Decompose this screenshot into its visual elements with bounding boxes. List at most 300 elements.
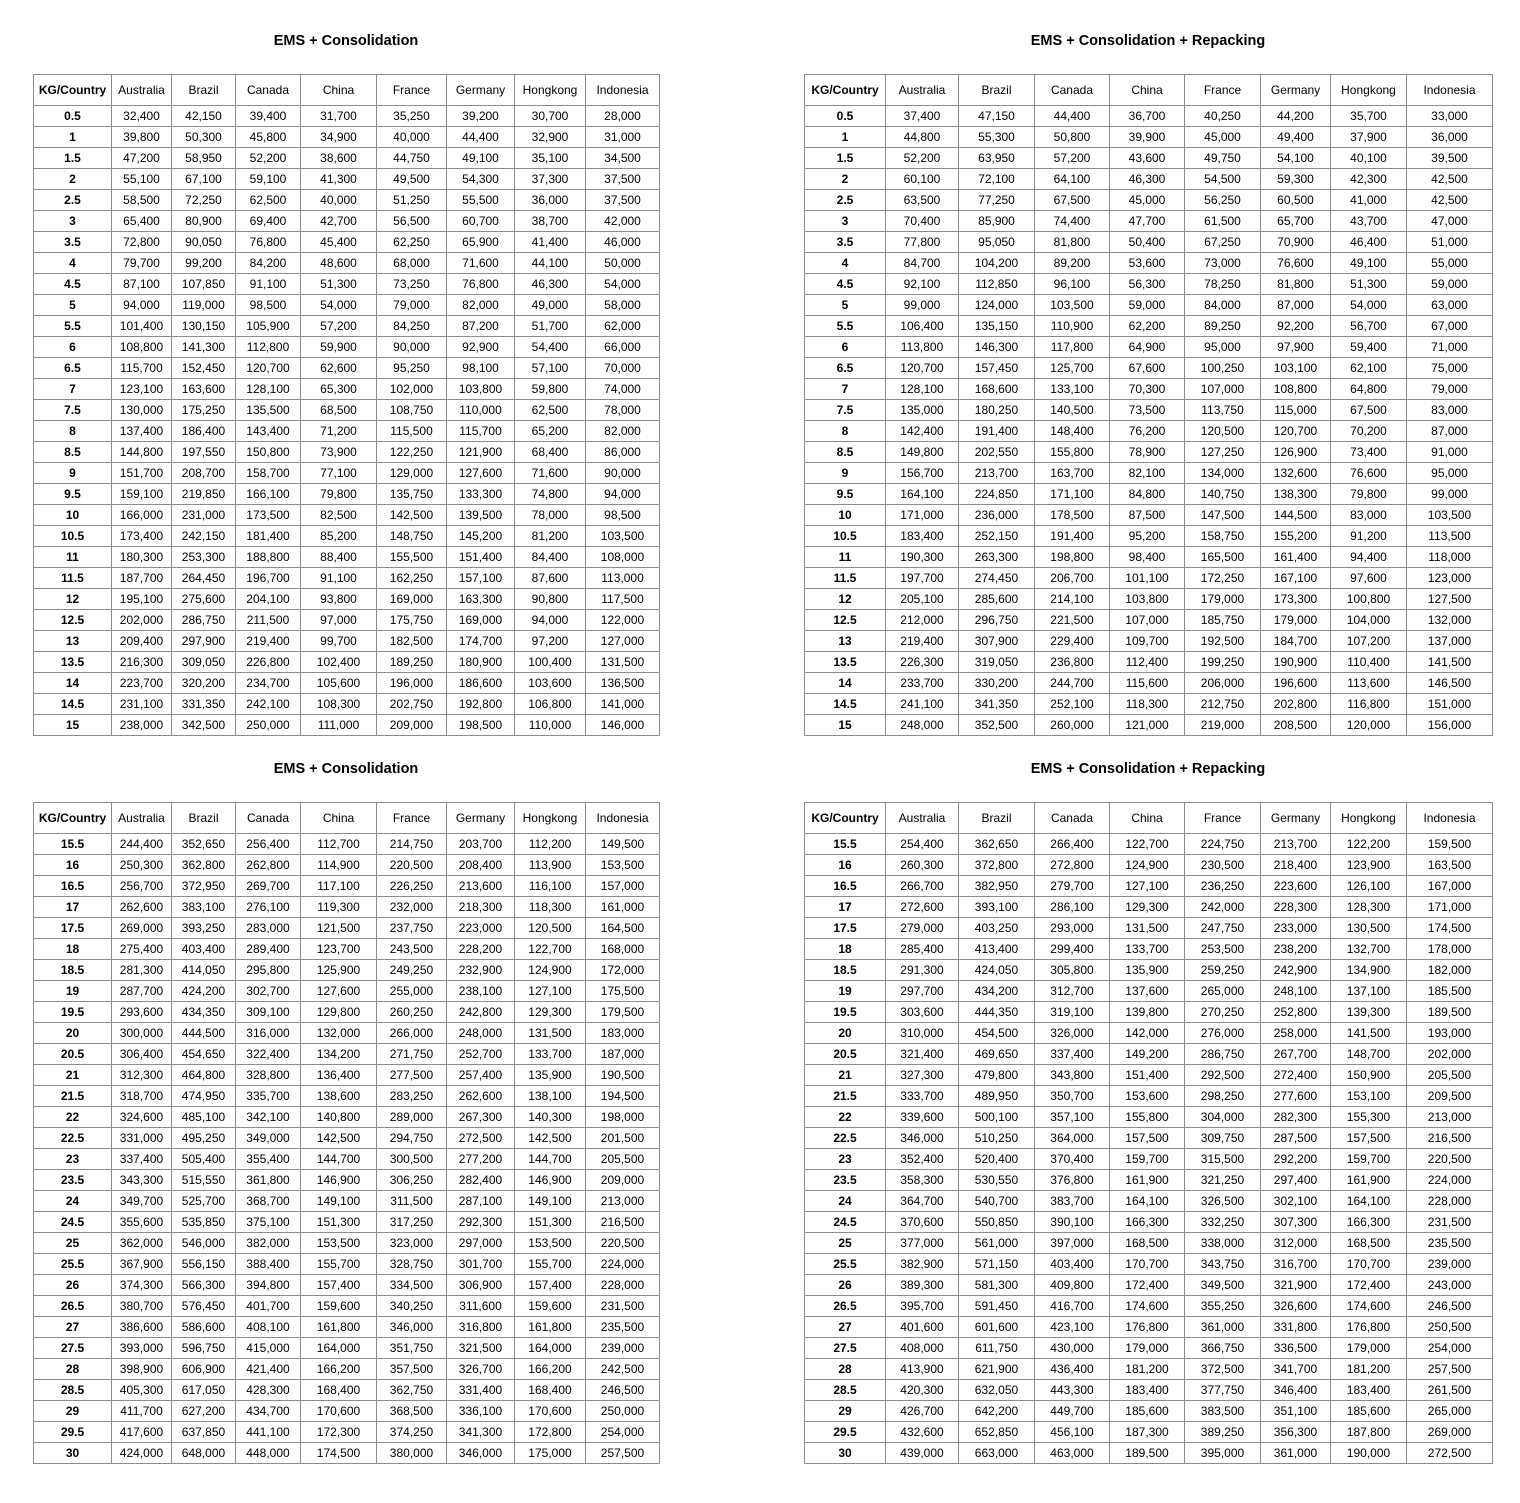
rate-cell: 198,500: [447, 715, 515, 736]
rate-cell: 165,500: [1185, 547, 1261, 568]
rate-cell: 269,000: [112, 918, 172, 939]
rate-cell: 98,100: [447, 358, 515, 379]
rate-cell: 271,750: [377, 1044, 447, 1065]
rate-cell: 175,000: [515, 1443, 586, 1464]
rate-cell: 167,100: [1261, 568, 1331, 589]
rate-cell: 248,000: [886, 715, 959, 736]
rate-cell: 242,150: [172, 526, 236, 547]
rate-cell: 40,000: [377, 127, 447, 148]
weight-cell: 21.5: [34, 1086, 112, 1107]
rate-cell: 168,400: [515, 1380, 586, 1401]
table-row: [805, 169, 1493, 190]
table-row: [34, 505, 660, 526]
rate-cell: 444,350: [959, 1002, 1035, 1023]
rate-cell: 444,500: [172, 1023, 236, 1044]
rate-cell: 540,700: [959, 1191, 1035, 1212]
rate-cell: 190,000: [1331, 1443, 1407, 1464]
weight-cell: 13.5: [34, 652, 112, 673]
weight-cell: 17: [805, 897, 886, 918]
rate-cell: 44,100: [515, 253, 586, 274]
rate-cell: 190,500: [586, 1065, 660, 1086]
rate-cell: 223,000: [447, 918, 515, 939]
rate-cell: 652,850: [959, 1422, 1035, 1443]
rate-cell: 393,100: [959, 897, 1035, 918]
rate-cell: 319,050: [959, 652, 1035, 673]
rate-cell: 63,500: [886, 190, 959, 211]
weight-cell: 21: [805, 1065, 886, 1086]
weight-cell: 10: [34, 505, 112, 526]
rate-cell: 161,400: [1261, 547, 1331, 568]
rate-cell: 159,600: [301, 1296, 377, 1317]
rate-cell: 275,400: [112, 939, 172, 960]
rate-cell: 77,100: [301, 463, 377, 484]
column-header-brazil: Brazil: [172, 803, 236, 834]
table-row: [805, 1380, 1493, 1401]
rate-cell: 282,300: [1261, 1107, 1331, 1128]
rate-cell: 85,900: [959, 211, 1035, 232]
rate-cell: 37,900: [1331, 127, 1407, 148]
rate-cell: 113,750: [1185, 400, 1261, 421]
rate-cell: 137,000: [1407, 631, 1493, 652]
table-row: [805, 316, 1493, 337]
rate-cell: 162,250: [377, 568, 447, 589]
rate-cell: 72,100: [959, 169, 1035, 190]
rate-cell: 101,400: [112, 316, 172, 337]
weight-cell: 27: [805, 1317, 886, 1338]
rate-cell: 219,000: [1185, 715, 1261, 736]
rate-cell: 249,250: [377, 960, 447, 981]
rate-cell: 47,200: [112, 148, 172, 169]
rate-cell: 64,900: [1110, 337, 1185, 358]
rate-cell: 107,850: [172, 274, 236, 295]
rate-cell: 343,800: [1035, 1065, 1110, 1086]
rate-cell: 62,250: [377, 232, 447, 253]
weight-cell: 26: [805, 1275, 886, 1296]
rate-cell: 202,000: [1407, 1044, 1493, 1065]
rate-cell: 168,600: [959, 379, 1035, 400]
rate-cell: 128,300: [1331, 897, 1407, 918]
weight-cell: 2.5: [805, 190, 886, 211]
rate-cell: 51,000: [1407, 232, 1493, 253]
rate-cell: 146,300: [959, 337, 1035, 358]
rate-cell: 168,500: [1331, 1233, 1407, 1254]
rate-cell: 187,000: [586, 1044, 660, 1065]
weight-cell: 9.5: [805, 484, 886, 505]
rate-cell: 321,250: [1185, 1170, 1261, 1191]
table-row: [805, 1149, 1493, 1170]
rate-cell: 139,800: [1110, 1002, 1185, 1023]
rate-cell: 355,250: [1185, 1296, 1261, 1317]
rate-cell: 32,400: [112, 106, 172, 127]
rate-cell: 326,600: [1261, 1296, 1331, 1317]
rate-cell: 119,300: [301, 897, 377, 918]
rate-cell: 87,100: [112, 274, 172, 295]
rate-cell: 218,300: [447, 897, 515, 918]
rate-cell: 112,400: [1110, 652, 1185, 673]
column-header-kg-country: KG/Country: [34, 803, 112, 834]
rate-cell: 382,900: [886, 1254, 959, 1275]
rate-cell: 41,300: [301, 169, 377, 190]
rate-cell: 571,150: [959, 1254, 1035, 1275]
rate-cell: 186,400: [172, 421, 236, 442]
rate-cell: 252,150: [959, 526, 1035, 547]
rate-cell: 122,000: [586, 610, 660, 631]
rate-cell: 176,800: [1331, 1317, 1407, 1338]
rate-cell: 37,500: [586, 190, 660, 211]
rate-cell: 250,500: [1407, 1317, 1493, 1338]
rate-cell: 116,800: [1331, 694, 1407, 715]
rate-cell: 126,100: [1331, 876, 1407, 897]
rate-cell: 86,000: [586, 442, 660, 463]
rate-cell: 232,900: [447, 960, 515, 981]
table-row: [34, 1254, 660, 1275]
table-row: [805, 1044, 1493, 1065]
rate-cell: 250,300: [112, 855, 172, 876]
rate-cell: 321,400: [886, 1044, 959, 1065]
rate-cell: 111,000: [301, 715, 377, 736]
rate-cell: 123,100: [112, 379, 172, 400]
rate-cell: 138,300: [1261, 484, 1331, 505]
table-row: [34, 1086, 660, 1107]
rate-cell: 98,400: [1110, 547, 1185, 568]
rate-cell: 159,700: [1331, 1149, 1407, 1170]
rate-cell: 254,000: [586, 1422, 660, 1443]
rate-cell: 213,700: [1261, 834, 1331, 855]
rate-cell: 309,050: [172, 652, 236, 673]
rate-cell: 132,000: [301, 1023, 377, 1044]
rate-cell: 196,700: [236, 568, 301, 589]
rate-cell: 163,500: [1407, 855, 1493, 876]
weight-cell: 22.5: [34, 1128, 112, 1149]
rate-cell: 242,500: [586, 1359, 660, 1380]
rate-cell: 272,500: [1407, 1443, 1493, 1464]
rate-cell: 339,600: [886, 1107, 959, 1128]
weight-cell: 16: [805, 855, 886, 876]
rate-cell: 191,400: [959, 421, 1035, 442]
rate-cell: 208,700: [172, 463, 236, 484]
rate-cell: 389,300: [886, 1275, 959, 1296]
rate-cell: 223,700: [112, 673, 172, 694]
rate-cell: 219,850: [172, 484, 236, 505]
rate-cell: 180,900: [447, 652, 515, 673]
rate-cell: 375,100: [236, 1212, 301, 1233]
rate-cell: 186,600: [447, 673, 515, 694]
rate-cell: 151,000: [1407, 694, 1493, 715]
rate-cell: 39,400: [236, 106, 301, 127]
rate-cell: 432,600: [886, 1422, 959, 1443]
weight-cell: 27.5: [805, 1338, 886, 1359]
weight-cell: 10: [805, 505, 886, 526]
rate-cell: 161,800: [301, 1317, 377, 1338]
rate-cell: 54,000: [1331, 295, 1407, 316]
rate-cell: 95,200: [1110, 526, 1185, 547]
table-row: [34, 1338, 660, 1359]
weight-cell: 10.5: [805, 526, 886, 547]
rate-cell: 64,800: [1331, 379, 1407, 400]
rate-cell: 54,400: [515, 337, 586, 358]
rate-cell: 164,000: [515, 1338, 586, 1359]
weight-cell: 27: [34, 1317, 112, 1338]
rate-cell: 164,000: [301, 1338, 377, 1359]
rate-cell: 57,100: [515, 358, 586, 379]
weight-cell: 4: [805, 253, 886, 274]
column-header-indonesia: Indonesia: [1407, 75, 1493, 106]
rate-cell: 132,600: [1261, 463, 1331, 484]
rate-cell: 90,000: [586, 463, 660, 484]
rate-cell: 120,000: [1331, 715, 1407, 736]
rate-cell: 135,500: [236, 400, 301, 421]
rate-cell: 66,000: [586, 337, 660, 358]
column-header-germany: Germany: [1261, 803, 1331, 834]
rate-cell: 55,100: [112, 169, 172, 190]
rate-cell: 201,500: [586, 1128, 660, 1149]
weight-cell: 3.5: [805, 232, 886, 253]
rate-cell: 374,300: [112, 1275, 172, 1296]
rate-cell: 218,400: [1261, 855, 1331, 876]
weight-cell: 21: [34, 1065, 112, 1086]
rate-cell: 411,700: [112, 1401, 172, 1422]
rate-cell: 94,000: [112, 295, 172, 316]
rate-cell: 213,000: [586, 1191, 660, 1212]
rate-cell: 228,000: [586, 1275, 660, 1296]
rate-cell: 244,400: [112, 834, 172, 855]
rate-cell: 60,700: [447, 211, 515, 232]
rate-cell: 126,900: [1261, 442, 1331, 463]
rate-cell: 232,000: [377, 897, 447, 918]
rate-cell: 454,650: [172, 1044, 236, 1065]
rate-cell: 581,300: [959, 1275, 1035, 1296]
rate-cell: 147,500: [1185, 505, 1261, 526]
rate-cell: 113,900: [515, 855, 586, 876]
rate-cell: 226,250: [377, 876, 447, 897]
rate-cell: 327,300: [886, 1065, 959, 1086]
rate-cell: 121,000: [1110, 715, 1185, 736]
rate-cell: 183,400: [886, 526, 959, 547]
rate-cell: 167,000: [1407, 876, 1493, 897]
rate-cell: 479,800: [959, 1065, 1035, 1086]
rate-cell: 130,150: [172, 316, 236, 337]
rate-cell: 131,500: [515, 1023, 586, 1044]
rate-cell: 67,100: [172, 169, 236, 190]
rate-cell: 128,100: [236, 379, 301, 400]
rate-cell: 320,200: [172, 673, 236, 694]
rate-cell: 408,000: [886, 1338, 959, 1359]
rate-cell: 382,950: [959, 876, 1035, 897]
table-row: [805, 834, 1493, 855]
table-row: [34, 1107, 660, 1128]
rate-cell: 73,900: [301, 442, 377, 463]
rate-cell: 45,400: [301, 232, 377, 253]
rate-cell: 423,100: [1035, 1317, 1110, 1338]
rate-cell: 164,100: [1331, 1191, 1407, 1212]
weight-cell: 3: [805, 211, 886, 232]
rate-cell: 364,000: [1035, 1128, 1110, 1149]
rate-cell: 169,000: [447, 610, 515, 631]
rate-cell: 34,500: [586, 148, 660, 169]
rate-cell: 132,700: [1331, 939, 1407, 960]
rate-table-panel-repacking-over-15kg: [804, 758, 1492, 1460]
table-row: [805, 715, 1493, 736]
rate-cell: 171,000: [886, 505, 959, 526]
weight-cell: 23: [34, 1149, 112, 1170]
weight-cell: 8.5: [34, 442, 112, 463]
table-row: [34, 981, 660, 1002]
rate-cell: 255,000: [377, 981, 447, 1002]
rate-cell: 414,050: [172, 960, 236, 981]
rate-cell: 153,600: [1110, 1086, 1185, 1107]
rate-cell: 72,800: [112, 232, 172, 253]
table-row: [34, 1275, 660, 1296]
rate-cell: 368,700: [236, 1191, 301, 1212]
rate-cell: 148,400: [1035, 421, 1110, 442]
rate-cell: 142,500: [515, 1128, 586, 1149]
rate-cell: 35,250: [377, 106, 447, 127]
rate-cell: 403,250: [959, 918, 1035, 939]
weight-cell: 19: [805, 981, 886, 1002]
rate-cell: 81,800: [1261, 274, 1331, 295]
rate-cell: 107,000: [1185, 379, 1261, 400]
rate-cell: 213,600: [447, 876, 515, 897]
weight-cell: 28: [34, 1359, 112, 1380]
table-row: [34, 169, 660, 190]
rate-cell: 58,000: [586, 295, 660, 316]
table-row: [805, 589, 1493, 610]
weight-cell: 18.5: [805, 960, 886, 981]
rate-cell: 123,700: [301, 939, 377, 960]
table-row: [34, 232, 660, 253]
rate-cell: 137,400: [112, 421, 172, 442]
rate-cell: 241,100: [886, 694, 959, 715]
rate-cell: 209,000: [586, 1170, 660, 1191]
rate-cell: 307,300: [1261, 1212, 1331, 1233]
rate-cell: 267,700: [1261, 1044, 1331, 1065]
rate-cell: 103,500: [586, 526, 660, 547]
rate-cell: 430,000: [1035, 1338, 1110, 1359]
table-row: [805, 526, 1493, 547]
rate-cell: 179,000: [1261, 610, 1331, 631]
rate-cell: 216,500: [1407, 1128, 1493, 1149]
rate-cell: 591,450: [959, 1296, 1035, 1317]
rate-cell: 142,000: [1110, 1023, 1185, 1044]
rate-cell: 172,250: [1185, 568, 1261, 589]
rate-cell: 269,000: [1407, 1422, 1493, 1443]
table-row: [805, 1212, 1493, 1233]
rate-cell: 172,000: [586, 960, 660, 981]
column-header-canada: Canada: [1035, 803, 1110, 834]
table-row: [34, 939, 660, 960]
rate-cell: 281,300: [112, 960, 172, 981]
rate-cell: 108,300: [301, 694, 377, 715]
weight-cell: 30: [34, 1443, 112, 1464]
table-row: [34, 484, 660, 505]
table-row: [805, 253, 1493, 274]
rate-cell: 47,000: [1407, 211, 1493, 232]
table-row: [34, 106, 660, 127]
weight-cell: 19.5: [34, 1002, 112, 1023]
rate-cell: 265,000: [1185, 981, 1261, 1002]
rate-cell: 190,300: [886, 547, 959, 568]
rate-cell: 137,100: [1331, 981, 1407, 1002]
weight-cell: 26: [34, 1275, 112, 1296]
rate-cell: 576,450: [172, 1296, 236, 1317]
weight-cell: 28.5: [805, 1380, 886, 1401]
rate-cell: 170,700: [1331, 1254, 1407, 1275]
rate-cell: 304,000: [1185, 1107, 1261, 1128]
rate-cell: 298,250: [1185, 1086, 1261, 1107]
weight-cell: 20: [34, 1023, 112, 1044]
weight-cell: 14: [805, 673, 886, 694]
rate-cell: 141,500: [1407, 652, 1493, 673]
rate-cell: 265,000: [1407, 1401, 1493, 1422]
rate-cell: 213,700: [959, 463, 1035, 484]
rate-cell: 128,100: [886, 379, 959, 400]
rate-cell: 257,500: [586, 1443, 660, 1464]
rate-cell: 49,000: [515, 295, 586, 316]
rate-cell: 234,700: [236, 673, 301, 694]
rate-cell: 342,100: [236, 1107, 301, 1128]
rate-cell: 254,000: [1407, 1338, 1493, 1359]
rate-cell: 134,200: [301, 1044, 377, 1065]
rate-cell: 76,800: [447, 274, 515, 295]
rate-table-panel-consolidation-over-15kg: [33, 758, 659, 1460]
weight-cell: 16.5: [805, 876, 886, 897]
column-header-brazil: Brazil: [172, 75, 236, 106]
rate-cell: 244,700: [1035, 673, 1110, 694]
rate-cell: 166,300: [1331, 1212, 1407, 1233]
rate-cell: 133,700: [515, 1044, 586, 1065]
rate-cell: 306,250: [377, 1170, 447, 1191]
rate-cell: 463,000: [1035, 1443, 1110, 1464]
rate-cell: 76,800: [236, 232, 301, 253]
rate-cell: 117,100: [301, 876, 377, 897]
rate-cell: 189,250: [377, 652, 447, 673]
rate-cell: 276,100: [236, 897, 301, 918]
rate-cell: 97,900: [1261, 337, 1331, 358]
rate-cell: 173,500: [236, 505, 301, 526]
rate-cell: 157,450: [959, 358, 1035, 379]
rate-cell: 395,000: [1185, 1443, 1261, 1464]
rate-cell: 151,300: [515, 1212, 586, 1233]
rate-cell: 187,300: [1110, 1422, 1185, 1443]
rate-cell: 204,100: [236, 589, 301, 610]
rate-cell: 99,200: [172, 253, 236, 274]
rate-cell: 45,800: [236, 127, 301, 148]
rate-cell: 228,300: [1261, 897, 1331, 918]
table-row: [805, 1275, 1493, 1296]
rate-cell: 129,000: [377, 463, 447, 484]
table-row: [34, 442, 660, 463]
rate-cell: 163,300: [447, 589, 515, 610]
rate-cell: 153,500: [586, 855, 660, 876]
rate-cell: 642,200: [959, 1401, 1035, 1422]
rate-cell: 137,600: [1110, 981, 1185, 1002]
column-header-canada: Canada: [1035, 75, 1110, 106]
rate-cell: 122,700: [1110, 834, 1185, 855]
weight-cell: 6: [805, 337, 886, 358]
rate-cell: 100,250: [1185, 358, 1261, 379]
rate-cell: 409,800: [1035, 1275, 1110, 1296]
rate-cell: 176,800: [1110, 1317, 1185, 1338]
rate-cell: 93,800: [301, 589, 377, 610]
weight-cell: 15.5: [34, 834, 112, 855]
rate-cell: 115,500: [377, 421, 447, 442]
rate-cell: 293,600: [112, 1002, 172, 1023]
rate-cell: 260,000: [1035, 715, 1110, 736]
rate-cell: 179,000: [1185, 589, 1261, 610]
rate-cell: 183,400: [1331, 1380, 1407, 1401]
rate-cell: 168,400: [301, 1380, 377, 1401]
rate-cell: 231,100: [112, 694, 172, 715]
